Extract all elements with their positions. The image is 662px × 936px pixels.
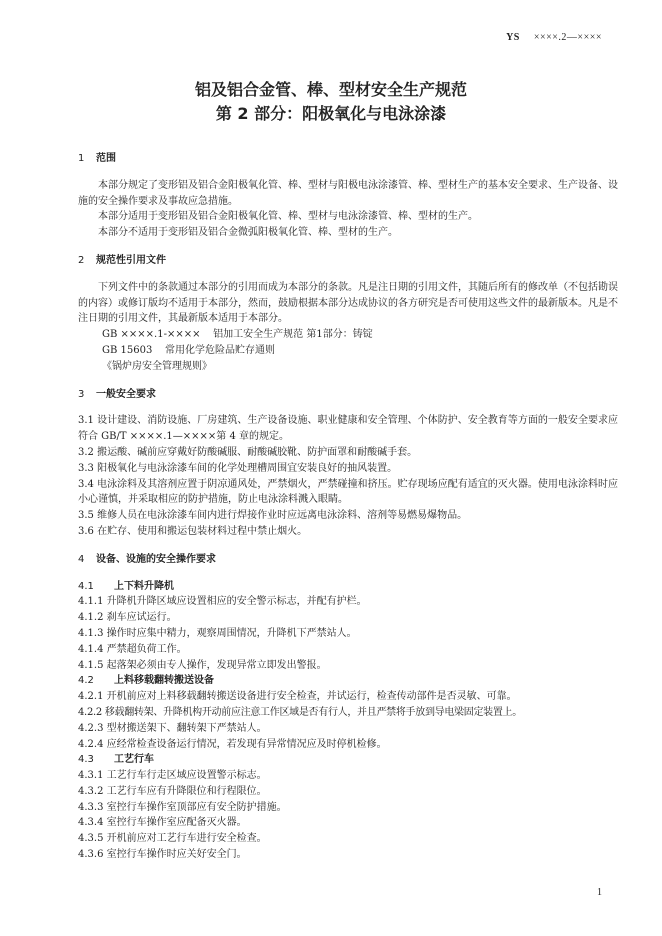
section-heading: 3 一般安全要求 xyxy=(78,388,156,400)
standard-code: YS xyxy=(506,32,520,43)
section-heading: 2 规范性引用文件 xyxy=(78,254,166,266)
clause: 4.1.4 严禁超负荷工作。 xyxy=(78,643,187,655)
reference-item: GB 15603 常用化学危险品贮存通则 xyxy=(102,344,276,356)
clause: 4.3.3 室控行车操作室顶部应有安全防护措施。 xyxy=(78,801,287,813)
clause: 3.3 阳极氧化与电泳涂漆车间的化学处理槽周围宜安装良好的抽风装置。 xyxy=(78,462,398,474)
section-heading: 4 设备、设施的安全操作要求 xyxy=(78,553,216,565)
subsection-heading: 4.1 上下料升降机 xyxy=(78,580,174,592)
clause: 3.4 电泳涂料及其溶剂应置于阴凉通风处，严禁烟火，严禁碰撞和挤压。贮存现场应配有适宜的灭火器。使用电泳涂料时应小心谨慎，并采取相应的防护措施，防止电泳涂料溅入眼睛。 xyxy=(78,478,618,506)
paragraph: 本部分适用于变形铝及铝合金阳极氧化管、棒、型材与电泳涂漆管、棒、型材的生产。 xyxy=(98,211,478,223)
clause: 4.1.3 操作时应集中精力，观察周围情况，升降机下严禁站人。 xyxy=(78,627,357,639)
clause: 3.1 设计建设、消防设施、厂房建筑、生产设备设施、职业健康和安全管理、个体防护、安全教育等方面的一般安全要求应符合 GB/T ××××.1—××××第 4 章的规定。 xyxy=(78,415,618,443)
paragraph: 本部分规定了变形铝及铝合金阳极氧化管、棒、型材与阳极电泳涂漆管、棒、型材生产的基本安全要求、生产设备、设施的安全操作要求及事故应急措施。 xyxy=(78,179,618,207)
reference-item: 《锅炉房安全管理规则》 xyxy=(102,360,212,372)
clause: 4.3.6 室控行车操作时应关好安全门。 xyxy=(78,849,247,861)
clause: 4.3.5 开机前应对工艺行车进行安全检查。 xyxy=(78,833,267,845)
document-subtitle: 第 2 部分：阳极氧化与电泳涂漆 xyxy=(215,104,447,123)
paragraph: 本部分不适用于变形铝及铝合金微弧阳极氧化管、棒、型材的生产。 xyxy=(98,227,398,239)
clause: 4.1.1 升降机升降区域应设置相应的安全警示标志，并配有护栏。 xyxy=(78,596,367,608)
clause: 4.2.4 应经常检查设备运行情况，若发现有异常情况应及时停机检修。 xyxy=(78,738,387,750)
section-heading: 1 范围 xyxy=(78,153,116,164)
clause: 4.2.1 开机前应对上料移载翻转搬送设备进行安全检查，并试运行，检查传动部件是否灵敏、可靠。 xyxy=(78,691,517,703)
standard-number: ××××.2—×××× xyxy=(533,32,602,43)
clause: 4.1.2 刹车应试运行。 xyxy=(78,612,177,624)
page-header xyxy=(506,32,602,43)
clause: 3.6 在贮存、使用和搬运包装材料过程中禁止烟火。 xyxy=(78,525,308,537)
subsection-heading: 4.2 上料移载翻转搬送设备 xyxy=(78,675,214,687)
reference-item: GB ××××.1-×××× 铝加工安全生产规范 第1部分：铸锭 xyxy=(102,329,373,341)
clause: 4.2.2 移载翻转架、升降机构开动前应注意工作区域是否有行人，并且严禁将手放到导电梁固定装置上。 xyxy=(78,706,522,718)
document-body xyxy=(78,151,618,863)
clause: 4.3.1 工艺行车行走区域应设置警示标志。 xyxy=(78,770,267,782)
paragraph: 下列文件中的条款通过本部分的引用而成为本部分的条款。凡是注日期的引用文件，其随后所有的修改单（不包括勘误的内容）或修订版均不适用于本部分，然而，鼓励根据本部分达成协议的各方研究是否可使用这些文件的最新版本。凡是不注日期的引用文件，其最新版本适用于本部分。 xyxy=(78,281,618,325)
subsection-heading: 4.3 工艺行车 xyxy=(78,754,154,766)
page-number: 1 xyxy=(597,887,602,898)
document-title: 铝及铝合金管、棒、型材安全生产规范 xyxy=(194,80,467,99)
clause: 3.2 搬运酸、碱前应穿戴好防酸碱服、耐酸碱胶靴、防护面罩和耐酸碱手套。 xyxy=(78,446,418,458)
clause: 4.3.4 室控行车操作室应配备灭火器。 xyxy=(78,817,247,829)
clause: 3.5 维修人员在电泳涂漆车间内进行焊接作业时应远离电泳涂料、溶剂等易燃易爆物品。 xyxy=(78,510,468,522)
clause: 4.1.5 起落架必须由专人操作，发现异常立即发出警报。 xyxy=(78,659,327,671)
clause: 4.2.3 型材搬送架下、翻转架下严禁站人。 xyxy=(78,722,267,734)
clause: 4.3.2 工艺行车应有升降限位和行程限位。 xyxy=(78,785,267,797)
